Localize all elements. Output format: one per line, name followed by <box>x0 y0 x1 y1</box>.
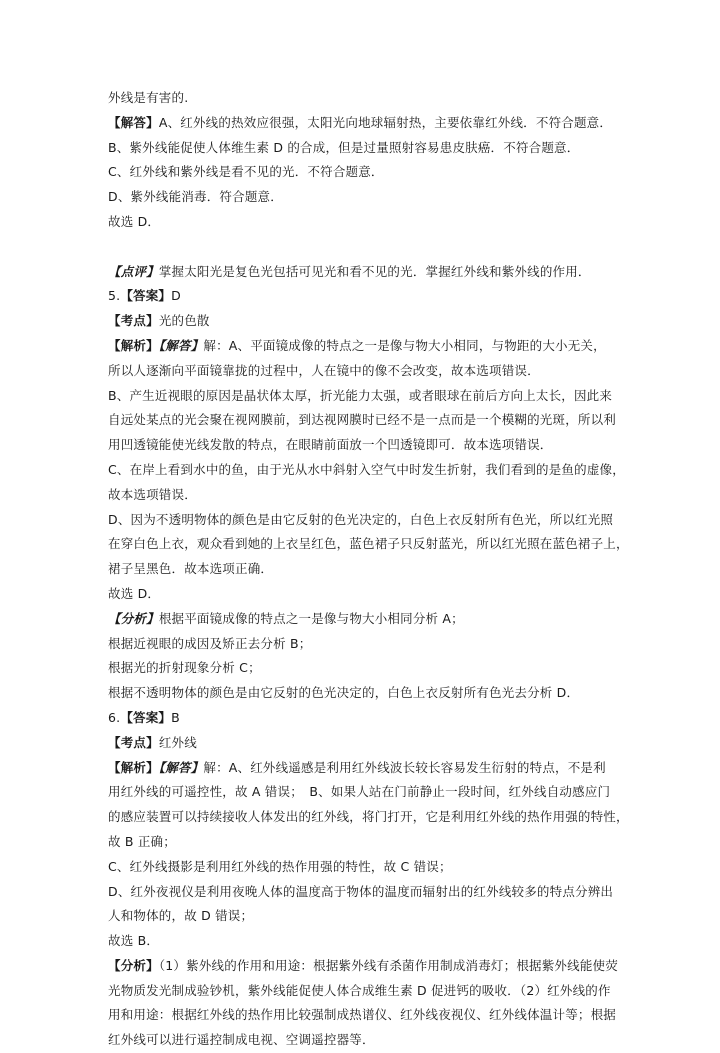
text-line <box>108 309 614 334</box>
item-number: 6. <box>108 709 121 725</box>
line-text: C、在岸上看到水中的鱼，由于光从水中斜射入空气中时发生折射，我们看到的是鱼的虚像， <box>108 461 625 477</box>
section-tag: 【点评】 <box>108 263 159 279</box>
line-text: D、紫外线能消毒．符合题意． <box>108 189 283 205</box>
text-line <box>108 756 614 781</box>
text-line <box>108 1028 614 1053</box>
text-line <box>108 260 614 285</box>
text-line <box>108 160 614 185</box>
line-text: C、红外线和紫外线是看不见的光．不符合题意． <box>108 164 384 180</box>
section-tag: 【解答】 <box>108 114 159 130</box>
line-text: 用和用途：根据红外线的热作用比较强制成热谱仪、红外线夜视仪、红外线体温计等；根据 <box>108 1007 617 1023</box>
text-line <box>108 607 614 632</box>
line-text: D <box>171 288 181 304</box>
line-text: 所以人逐渐向平面镜靠拢的过程中，人在镜中的像不会改变，故本选项错误． <box>108 362 540 378</box>
line-text: （1）紫外线的作用和用途：根据紫外线有杀菌作用制成消毒灯；根据紫外线能使荧 <box>158 957 618 973</box>
line-text: 故选 B． <box>108 933 160 949</box>
line-text: 根据近视眼的成因及矫正去分析 B； <box>108 635 312 651</box>
text-line <box>108 86 614 111</box>
line-text: 故 B 正确； <box>108 833 176 849</box>
line-text: D、因为不透明物体的颜色是由它反射的色光决定的，白色上衣反射所有色光，所以红光照 <box>108 511 614 527</box>
line-text: D、红外夜视仪是利用夜晚人体的温度高于物体的温度而辐射出的红外线较多的特点分辨出 <box>108 883 614 899</box>
line-text: 用凹透镜能使光线发散的特点，在眼睛前面放一个凹透镜即可．故本选项错误． <box>108 437 553 453</box>
line-text: B、紫外线能促使人体维生素 D 的合成，但是过量照射容易患皮肤癌．不符合题意． <box>108 139 580 155</box>
text-line <box>108 557 614 582</box>
line-text: 红外线可以进行遥控制成电视、空调遥控器等． <box>108 1032 375 1048</box>
section-tag: 【考点】 <box>108 734 159 750</box>
text-line <box>108 408 617 433</box>
line-text: 在穿白色上衣，观众看到她的上衣呈红色，蓝色裙子只反射蓝光，所以红光照在蓝色裙子上， <box>108 536 629 552</box>
line-text: 故选 D． <box>108 585 161 601</box>
text-line <box>108 632 614 657</box>
line-text: 根据光的折射现象分析 C； <box>108 660 261 676</box>
section-subtag: 【解答】 <box>158 759 204 775</box>
text-line <box>108 656 614 681</box>
line-text: A、红外线的热效应很强，太阳光向地球辐射热，主要依靠红外线．不符合题意． <box>158 114 613 130</box>
line-text: 光的色散 <box>158 313 210 329</box>
line-text: 用红外线的可遥控性，故 A 错误； B、如果人站在门前静止一段时间，红外线自动感应门 <box>108 784 611 800</box>
line-text: 掌握太阳光是复色光包括可见光和看不见的光．掌握红外线和紫外线的作用． <box>158 263 591 279</box>
text-line <box>108 359 614 384</box>
text-line <box>108 731 614 756</box>
section-tag: 【解析】 <box>108 759 159 775</box>
section-tag: 【答案】 <box>120 288 172 304</box>
text-line <box>108 880 614 905</box>
text-line <box>108 532 629 557</box>
text-line <box>108 1003 617 1028</box>
line-text: 的感应装置可以持续接收人体发出的红外线，将门打开，它是利用红外线的热作用强的特性， <box>108 809 629 825</box>
line-text: 根据平面镜成像的特点之一是像与物大小相同分析 A； <box>158 610 464 626</box>
text-line <box>108 136 614 161</box>
section-tag: 【答案】 <box>120 709 172 725</box>
line-text: 自远处某点的光会聚在视网膜前，到达视网膜时已经不是一点而是一个模糊的光斑，所以利 <box>108 412 617 428</box>
blank-line <box>108 235 614 260</box>
text-line <box>108 111 614 136</box>
line-text: 解：A、红外线遥感是利用红外线波长较长容易发生衍射的特点，不是利 <box>203 759 606 775</box>
line-text: 故选 D． <box>108 213 161 229</box>
text-line <box>108 805 629 830</box>
text-line <box>108 929 614 954</box>
line-text: C、红外线摄影是利用红外线的热作用强的特性，故 C 错误； <box>108 858 452 874</box>
text-line <box>108 780 614 805</box>
line-text: 外线是有害的. <box>108 90 189 105</box>
section-tag: 【考点】 <box>108 313 159 329</box>
text-line <box>108 855 614 880</box>
section-subtag: 【解答】 <box>158 337 204 353</box>
line-text: B <box>171 709 180 725</box>
document-page <box>108 86 629 1053</box>
text-line <box>108 508 614 533</box>
text-line <box>108 433 614 458</box>
line-text: 解：A、平面镜成像的特点之一是像与物大小相同，与物距的大小无关， <box>203 337 606 353</box>
text-line <box>108 954 618 979</box>
line-text: 故本选项错误． <box>108 486 197 502</box>
text-line <box>108 830 614 855</box>
text-line <box>108 483 614 508</box>
text-line <box>108 582 614 607</box>
item-number: 5. <box>108 288 121 304</box>
line-text: B、产生近视眼的原因是晶状体太厚，折光能力太强，或者眼球在前后方向上太长，因此来 <box>108 387 613 403</box>
text-line <box>108 334 614 359</box>
text-line <box>108 210 614 235</box>
text-line <box>108 185 614 210</box>
text-line <box>108 681 614 706</box>
line-text: 光物质发光制成验钞机，紫外线能促使人体合成维生素 D 促进钙的吸收．（2）红外线的作 <box>108 982 611 998</box>
text-line <box>108 904 614 929</box>
line-text: 人和物体的，故 D 错误； <box>108 908 254 924</box>
line-text: 红外线 <box>158 734 197 750</box>
section-tag: 【解析】 <box>108 337 159 353</box>
line-text: 根据不透明物体的颜色是由它反射的色光决定的，白色上衣反射所有色光去分析 D． <box>108 685 580 701</box>
line-text: 裙子呈黑色．故本选项正确． <box>108 561 274 577</box>
text-line <box>108 979 614 1004</box>
text-line <box>108 384 614 409</box>
section-tag: 【分析】 <box>108 610 159 626</box>
text-line <box>108 458 625 483</box>
text-line <box>108 284 614 309</box>
section-tag: 【分析】 <box>108 957 159 973</box>
text-line <box>108 706 614 731</box>
